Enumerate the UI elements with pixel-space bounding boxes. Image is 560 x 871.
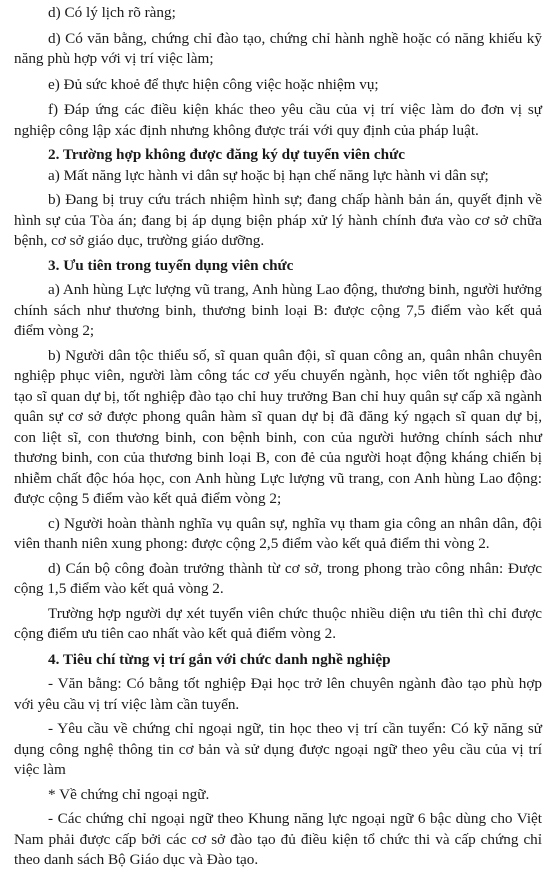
paragraph: - Yêu cầu về chứng chỉ ngoại ngữ, tin học theo vị trí cần tuyển: Có kỹ năng sử dụng công nghệ thông tin cơ bản và sử dụng được ngoại ngữ theo yêu cầu của vị trí việc làm	[14, 720, 542, 778]
paragraph: d) Có văn bằng, chứng chỉ đào tạo, chứng chỉ hành nghề hoặc có năng khiếu kỹ năng phù hợp với vị trí việc làm;	[14, 29, 542, 67]
paragraph: c) Người hoàn thành nghĩa vụ quân sự, nghĩa vụ tham gia công an nhân dân, đội viên thanh niên xung phong: được cộng 2,5 điểm vào kết quả điểm thi vòng 2.	[14, 514, 542, 552]
paragraph: b) Đang bị truy cứu trách nhiệm hình sự; đang chấp hành bản án, quyết định về hình sự của Tòa án; đang bị áp dụng biện pháp xử lý hành chính đưa vào cơ sở chữa bệnh, cơ sở giáo dục, trường giáo dưỡng.	[14, 191, 542, 249]
paragraph: e) Đủ sức khoẻ để thực hiện công việc hoặc nhiệm vụ;	[48, 75, 379, 93]
section-heading: 3. Ưu tiên trong tuyển dụng viên chức	[48, 256, 294, 274]
paragraph: b) Người dân tộc thiểu số, sĩ quan quân đội, sĩ quan công an, quân nhân chuyên nghiệp phục viên, người làm công tác cơ yếu chuyển ngành, học viên tốt nghiệp đào tạo sĩ quan dự bị, tốt nghiệp đào tạo chỉ huy trưởng Ban chỉ huy quân sự cấp xã ngành quân sự cơ sở được phong quân hàm sĩ quan dự bị đã đăng ký ngạch sĩ quan dự bị, con liệt sĩ, con thương binh, con bệnh binh, con của người hưởng chính sách như thương binh, con của thương binh loại B, con đẻ của người hoạt động kháng chiến bị nhiễm chất độc hóa học, con Anh hùng Lực lượng vũ trang, con Anh hùng Lao động: được cộng 5 điểm vào kết quả điểm vòng 2;	[14, 346, 542, 507]
paragraph: - Các chứng chỉ ngoại ngữ theo Khung năng lực ngoại ngữ 6 bậc dùng cho Việt Nam phải được cấp bởi các cơ sở đào tạo đủ điều kiện tổ chức thi và cấp chứng chỉ theo danh sách Bộ Giáo dục và Đào tạo.	[14, 810, 542, 868]
paragraph: a) Mất năng lực hành vi dân sự hoặc bị hạn chế năng lực hành vi dân sự;	[48, 166, 489, 184]
paragraph: Trường hợp người dự xét tuyển viên chức thuộc nhiều diện ưu tiên thì chỉ được cộng điểm ưu tiên cao nhất vào kết quả điểm vòng 2.	[14, 604, 542, 642]
paragraph: a) Anh hùng Lực lượng vũ trang, Anh hùng Lao động, thương binh, người hưởng chính sách như thương binh, thương binh loại B: được cộng 7,5 điểm vào kết quả điểm vòng 2;	[14, 281, 542, 339]
paragraph: f) Đáp ứng các điều kiện khác theo yêu cầu của vị trí việc làm do đơn vị sự nghiệp công lập xác định nhưng không được trái với quy định của pháp luật.	[14, 101, 542, 139]
section-heading: 2. Trường hợp không được đăng ký dự tuyển viên chức	[48, 146, 405, 163]
paragraph: d) Cán bộ công đoàn trưởng thành từ cơ sở, trong phong trào công nhân: Được cộng 1,5 điểm vào kết quả vòng 2.	[14, 559, 542, 597]
paragraph: - Văn bằng: Có bằng tốt nghiệp Đại học trở lên chuyên ngành đào tạo phù hợp với yêu cầu vị trí việc làm cần tuyển.	[14, 675, 542, 713]
section-heading: 4. Tiêu chí từng vị trí gắn với chức danh nghề nghiệp	[48, 650, 391, 668]
document-page	[0, 3, 560, 868]
paragraph: * Về chứng chỉ ngoại ngữ.	[48, 785, 210, 803]
paragraph: d) Có lý lịch rõ ràng;	[48, 4, 176, 21]
